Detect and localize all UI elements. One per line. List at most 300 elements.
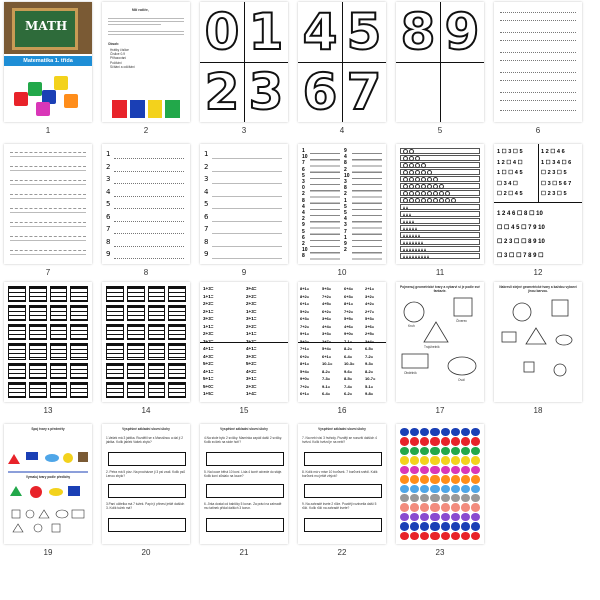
page-number: 23 [435,548,445,557]
number-label: 8 [204,237,209,246]
circle-icon [415,177,420,182]
list-value: 5+3= [365,316,375,321]
circle-icon [451,198,456,203]
page-number: 10 [337,268,347,277]
triangle-icon [406,248,408,251]
answer-box[interactable] [108,484,186,498]
circle-icon [415,184,420,189]
triangle-icon [418,255,420,258]
color-dot [400,437,409,445]
answer-boxes-left[interactable] [310,148,340,260]
page-thumbnail-9[interactable] [200,144,288,264]
answer-box[interactable] [108,452,186,466]
color-dot [461,485,470,493]
list-value: 7 [302,160,305,167]
word-problem: 5. Na louce běhá 10 koní. Lída 4 koně odvede do stáje. Kolik koní zůstalo na louce? [204,470,283,479]
list-value: 2 [344,166,347,173]
list-value: 8 [302,253,305,260]
circle-icon [427,191,432,196]
list-value: 3+3= [322,331,332,336]
color-dot [451,475,460,483]
triangle-icon [412,227,414,230]
circle-icon [421,191,426,196]
contents-heading: Obsah: [108,42,119,46]
list-value: 6+1= [322,353,332,359]
color-dot [400,485,409,493]
page-cell-9 [200,144,288,278]
page-thumbnail-15[interactable] [200,282,288,402]
list-value: 1+1= [246,331,257,336]
list-value: 8+2= [300,293,310,299]
shape-label: Ovál [458,378,465,382]
triangle-icon [403,206,405,209]
page-cell-4 [298,2,386,136]
list-value: 1+3= [203,286,214,291]
list-value: 3 [302,179,305,186]
shapes-instruction: Pojmenuj geometrické tvary a vybarvi si je podle své fantazie. [400,285,480,294]
math-column-4 [365,285,375,398]
circle-icon [403,191,408,196]
page-number: 11 [435,268,445,277]
page-thumbnail-4[interactable] [298,2,386,122]
color-dot [410,494,419,502]
page-number: 12 [533,268,543,277]
page-cell-20 [102,424,190,558]
color-dot [451,485,460,493]
color-dot [471,437,480,445]
number-label: 5 [204,200,209,208]
color-dot [420,532,429,540]
page-cell-1 [4,2,92,136]
page-thumbnail-7[interactable] [4,144,92,264]
list-value: 9-8= [365,391,374,396]
circle-icon [427,177,432,182]
traceable-digit: 2 [204,63,240,121]
page-thumbnail-5[interactable] [396,2,484,122]
list-value: 4 [344,216,347,223]
color-dot [461,532,470,540]
list-value: 6+2= [300,353,310,359]
circle-icon [439,184,444,189]
number-house-icon [168,343,186,359]
list-value: 5+2= [300,338,310,344]
number-label: 7 [204,225,209,233]
page-number: 18 [533,406,543,415]
counting-row [400,162,480,168]
color-dot [471,532,480,540]
triangle-icon [415,227,417,230]
sequence-row: ☐ 2 ☐ 4 5 [497,191,523,197]
list-value: 7 [344,228,347,235]
number-house-icon [106,305,124,321]
traceable-digit: 1 [248,3,284,61]
word-problem: 6. Jirka dostal od babičky 5 korun. Za práci na zahradě mu tatínek přidal dalších 3 korun. [204,502,282,511]
geometric-shapes [396,282,484,402]
page-thumbnail-3[interactable] [200,2,288,122]
word-problem: 3.Paní učitelka má 7 tužek. Papír jí přinesí ještě dalších 3. Kolik tužek má? [106,502,185,511]
list-value: 7-1= [344,338,353,344]
color-dot [400,532,409,540]
circle-icon [433,177,438,182]
traceable-digit: 0 [204,3,240,61]
math-column-3 [344,285,354,398]
page-thumbnail-17[interactable] [396,282,484,402]
word-problem: 8. Kolik má v mise 10 borůvek. 7 borůvek snědl. Kolik borůvek mu ještě zbývá? [302,470,378,479]
list-value: 4 [302,210,305,217]
circle-icon [403,184,408,189]
color-dot [441,447,450,455]
page-thumbnail-22[interactable] [298,424,386,544]
triangle-icon [421,255,423,258]
color-dot [430,428,439,436]
triangle-icon [424,255,426,258]
page-thumbnail-8[interactable] [102,144,190,264]
page-thumbnail-20[interactable] [102,424,190,544]
color-dot [441,494,450,502]
page-cell-10 [298,144,386,278]
blocks-image [112,100,180,118]
color-dot [451,428,460,436]
color-dot [410,503,419,511]
traceable-digit: 7 [346,63,382,121]
counting-row [400,148,480,154]
number-house-icon [148,286,166,302]
number-houses-grid [106,286,186,398]
answer-box[interactable] [206,484,284,498]
triangle-icon [403,213,405,216]
triangle-icon [406,241,408,244]
color-dot [430,532,439,540]
list-value: 3+1= [246,376,257,381]
triangle-icon [418,241,420,244]
circle-icon [409,170,414,175]
number-house-icon [50,363,68,379]
color-dot [410,513,419,521]
sequence-row: 1 2 ☐ 4 ☐ [497,159,523,166]
color-dot [410,466,419,474]
page-cell-16 [298,282,386,416]
color-dot [400,503,409,511]
color-dot [420,513,429,521]
circle-icon [409,177,414,182]
number-label: 2 [204,162,209,171]
circle-icon [409,156,414,161]
word-problems-title: Vyspěšné základní slovní úlohy [122,427,170,431]
list-value: 1 [302,148,305,154]
number-house-icon [127,343,145,359]
page-thumbnail-10[interactable] [298,144,386,264]
color-dot [451,494,460,502]
page-cell-13 [4,282,92,416]
list-value: 7+2= [300,323,310,329]
color-dot [430,466,439,474]
page-thumbnail-2[interactable] [102,2,190,122]
color-dot [430,447,439,455]
number-label: 9 [204,250,209,258]
number-house-icon [8,305,26,321]
circle-icon [439,198,444,203]
list-value: 1+1= [203,323,214,329]
circle-icon [415,198,420,203]
sequence-row: ☐ 3 ☐ ☐ 7 8 9 ☐ [497,253,544,259]
list-value: 9-3= [365,361,374,366]
number-house-icon [148,324,166,340]
counting-rows [400,148,480,260]
number-label: 6 [204,212,209,221]
triangle-icon [427,255,429,258]
list-value: 10 [302,154,308,161]
page-thumbnail-13[interactable] [4,282,92,402]
list-value: 1+3= [246,308,257,314]
sequence-row: ☐ 2 3 ☐ 5 [541,170,567,176]
page-thumbnail-19[interactable] [4,424,92,544]
list-value: 6+3= [344,293,354,299]
circle-icon [403,156,408,161]
circle-icon [415,156,420,161]
triangle-icon [406,255,408,258]
color-dot [451,437,460,445]
number-house-icon [70,363,88,379]
triangle-icon [406,206,408,209]
page-thumbnail-12[interactable] [494,144,582,264]
list-value: 6+2= [322,308,332,314]
list-value: 2+7= [322,338,332,344]
list-value: 7+1= [300,346,310,351]
page-thumbnail-11[interactable] [396,144,484,264]
counting-row [400,176,480,182]
sequence-row: ☐ 2 3 ☐ 5 [541,191,567,197]
cover-title: Matematika 1. třída [4,56,92,66]
intro-text-block [108,16,184,37]
color-dot [441,475,450,483]
addition-column-2 [246,285,256,398]
circle-icon [415,191,420,196]
color-dot [441,466,450,474]
page-cell-3 [200,2,288,136]
color-dot [471,475,480,483]
page-thumbnail-14[interactable] [102,282,190,402]
answer-box[interactable] [108,518,186,532]
math-column-1 [300,285,309,398]
triangle-icon [406,227,408,230]
list-value: 2 [302,216,305,223]
page-thumbnail-23[interactable] [396,424,484,544]
counting-row [400,218,480,224]
contents-item: Přiřazování [110,56,127,61]
triangle-icon [403,248,405,251]
list-value: 0 [302,185,305,192]
triangle-icon [418,234,420,237]
color-dot [441,513,450,521]
number-house-icon [50,343,68,359]
color-dot [400,428,409,436]
circle-icon [409,184,414,189]
page-thumbnail-1[interactable] [4,2,92,122]
counting-row [400,239,480,245]
list-value: 1 [344,197,347,204]
word-problem: 1.Vašek má 3 jablka. Rozdělil se s Marušinou a dal jí 2 jablka. Kolik jablek Vašek zbylo? [106,436,184,445]
counting-row [400,211,480,217]
color-dot [441,428,450,436]
match-shapes-title: Spoj tvary s předměty [31,427,65,431]
list-value: 3+6= [365,323,375,329]
list-value: 4+1= [246,346,257,351]
color-dot [400,494,409,502]
circle-icon [439,191,444,196]
page-number: 8 [143,268,149,277]
color-dot [441,522,450,530]
list-value: 8+1= [300,286,310,291]
page-cell-18 [494,282,582,416]
circle-icon [433,184,438,189]
sequence-row: ☐ 3 4 ☐ [497,180,518,187]
color-dot [461,447,470,455]
circle-icon [421,170,426,175]
page-cell-22 [298,424,386,558]
list-value: 4+2= [365,301,375,306]
page-number: 9 [241,268,247,277]
circle-icon [427,198,432,203]
color-dot [461,513,470,521]
number-house-icon [106,324,124,340]
list-value: 5-1= [365,383,374,389]
circle-icon [421,198,426,203]
color-dots-grid [400,428,480,540]
list-value: 6+4= [344,286,354,291]
color-dot [471,456,480,464]
traceable-digit: 3 [248,63,284,121]
number-house-icon [29,305,47,321]
number-house-icon [8,286,26,302]
number-house-icon [148,382,166,398]
answer-boxes-right[interactable] [352,148,382,260]
number-label: 5 [106,200,111,208]
page-cell-7 [4,144,92,278]
list-value: 6 [302,234,305,241]
contents-item: Číslice 0-9 [110,52,126,57]
color-dot [410,447,419,455]
list-value: 6-2= [344,391,353,396]
list-value: 10-7= [365,376,376,381]
color-dot [451,466,460,474]
counting-row [400,169,480,175]
list-value: 4+4= [322,323,332,329]
number-house-icon [106,382,124,398]
color-dot [410,437,419,445]
word-problem: 7. Na nebi visí 3 hvězdy. Později se rozsvítí dalších 4 hvězd. Kolik hvězd je na nebi? [302,436,377,445]
triangle-icon [415,234,417,237]
contents-item: Počítání [110,60,122,65]
sequence-row: 1 ☐ 3 4 ☐ 6 [541,159,572,166]
list-value: 6-4= [322,391,331,396]
page-thumbnail-18[interactable] [494,282,582,402]
answer-box[interactable] [304,452,382,466]
color-dot [420,447,429,455]
number-house-icon [70,343,88,359]
sequence-row: ☐ 3 ☐ 5 6 7 [541,180,572,187]
sequence-block-2 [541,147,571,200]
matching-objects-image [4,424,92,544]
number-label: 9 [106,250,111,258]
number-label: 4 [204,187,209,196]
geometric-shapes [494,282,582,402]
list-value: 10 [344,172,350,179]
list-value: 5+4= [300,368,310,374]
list-value: 6 [302,166,305,173]
circle-icon [427,170,432,175]
list-value: 6-5= [365,346,374,351]
color-dot [441,456,450,464]
circle-icon [415,170,420,175]
triangle-icon [409,213,411,216]
number-label: 4 [106,187,111,196]
number-house-icon [8,382,26,398]
color-dot [461,428,470,436]
shape-label: Čtverec [456,319,467,323]
number-column-left [302,148,308,260]
color-dot [420,485,429,493]
number-house-icon [168,363,186,379]
number-label: 1 [204,150,209,158]
list-value: 1+5= [203,391,214,396]
chalkboard-image [12,8,78,50]
page-thumbnail-21[interactable] [200,424,288,544]
color-dot [420,475,429,483]
list-value: 2+3= [246,383,257,389]
color-dot [400,466,409,474]
word-problems-title: Vyspěšné základní slovní úlohy [220,427,268,431]
number-house-icon [70,286,88,302]
number-house-icon [148,305,166,321]
number-column-right [344,148,350,253]
answer-box[interactable] [304,518,382,532]
list-value: 3 [344,179,347,186]
counting-row [400,183,480,189]
triangle-icon [421,248,423,251]
number-house-icon [29,382,47,398]
number-label: 1 [106,150,111,158]
answer-box[interactable] [206,518,284,532]
page-thumbnail-6[interactable] [494,2,582,122]
list-value: 9 [344,148,347,154]
answer-box[interactable] [304,484,382,498]
counting-row [400,246,480,252]
list-value: 7-3= [322,376,331,381]
traceable-digit: 5 [346,3,382,61]
color-dot [451,532,460,540]
list-value: 5+5= [344,316,354,321]
color-dot [420,522,429,530]
color-dot [471,522,480,530]
traceable-digit: 4 [302,3,338,61]
color-dot [420,456,429,464]
triangle-icon [412,248,414,251]
number-house-icon [50,324,68,340]
banner-text: MATH [25,19,68,33]
math-column-2 [322,285,332,398]
page-thumbnail-16[interactable] [298,282,386,402]
list-value: 2+2= [203,301,214,306]
list-value: 2+7= [365,308,375,314]
list-value: 2+1= [203,308,214,314]
counting-row [400,225,480,231]
answer-box[interactable] [206,452,284,466]
list-value: 9+0= [344,331,354,336]
color-dot [471,428,480,436]
list-value: 3+2= [246,338,257,344]
number-house-icon [127,382,145,398]
number-house-icon [70,305,88,321]
